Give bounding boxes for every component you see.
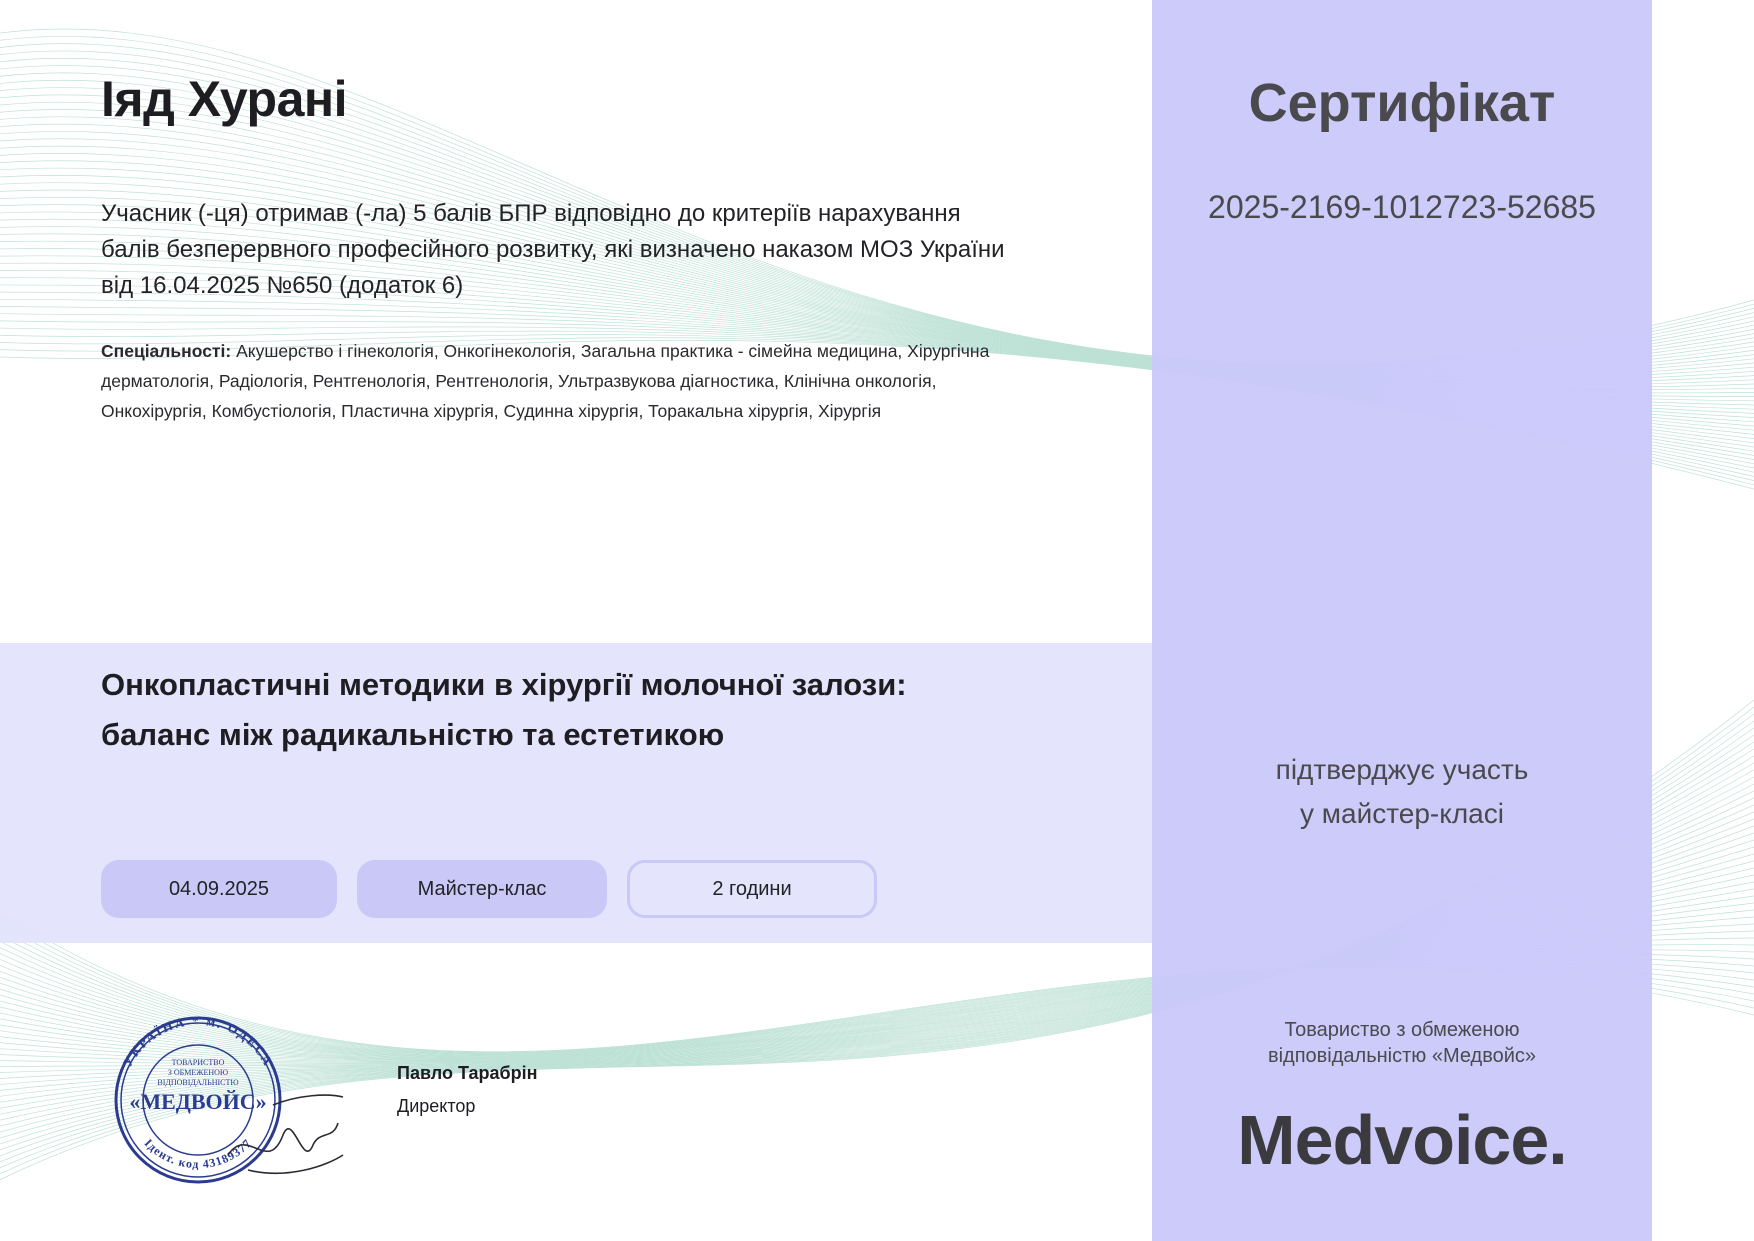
organization-name [1152,1017,1652,1069]
signer-name: Павло Тарабрін [397,1063,538,1083]
format-badge: Майстер-клас [357,860,607,918]
specialties-line: дерматологія, Радіологія, Рентгенологія, Рентгенологія, Ультразвукова діагностика, Клінічна онкологія, [101,371,937,391]
duration-badge: 2 години [627,860,877,918]
signer-role: Директор [397,1096,476,1116]
specialties-line [101,336,1091,366]
statement-line: від 16.04.2025 №650 (додаток 6) [101,272,464,299]
specialties-text: Акушерство і гінекологія, Онкогінекологія, Загальна практика - сімейна медицина, Хірургічна [236,341,990,361]
certificate-number: 2025-2169-1012723-52685 [1208,189,1596,225]
specialties-line: Онкохірургія, Комбустіологія, Пластична хірургія, Судинна хірургія, Торакальна хірургія, Хірургія [101,401,882,421]
confirmation-line: у майстер-класі [1300,798,1504,829]
course-title-line: Онкопластичні методики в хірургії молочної залози: [101,667,907,702]
stamp-center-name: «МЕДВОЙС» [129,1089,267,1114]
participant-name: Іяд Хурані [101,71,347,127]
date-badge: 04.09.2025 [101,860,337,918]
company-stamp [98,1005,348,1195]
certificate-title: Сертифікат [1248,73,1556,133]
specialties-list [101,336,1091,426]
confirmation-line: підтверджує участь [1275,754,1529,785]
points-statement [101,196,1091,304]
stamp-code-text: Ідент. код 43189377 [141,1135,255,1172]
organization-line: Товариство з обмеженою [1284,1019,1520,1041]
medvoice-logo: Medvoice. [1237,1101,1567,1179]
statement-line: балів безперервного професійного розвитку, які визначено наказом МОЗ України [101,236,1005,263]
stamp-inner-line: ВІДПОВІДАЛЬНІСТЮ [157,1078,239,1087]
stamp-inner-line: ТОВАРИСТВО [171,1058,225,1067]
participation-confirmation [1152,748,1652,836]
stamp-outer-text: УКРАЇНА * м. ОДЕСА [119,1012,277,1070]
course-title [101,660,1021,760]
stamp-inner-line: З ОБМЕЖЕНОЮ [167,1068,229,1077]
organization-line: відповідальністю «Медвойс» [1267,1045,1537,1067]
specialties-label: Спеціальності: [101,341,232,361]
course-title-line: баланс між радикальністю та естетикою [101,717,725,752]
statement-line: Учасник (-ця) отримав (-ла) 5 балів БПР відповідно до критеріїв нарахування [101,200,961,227]
